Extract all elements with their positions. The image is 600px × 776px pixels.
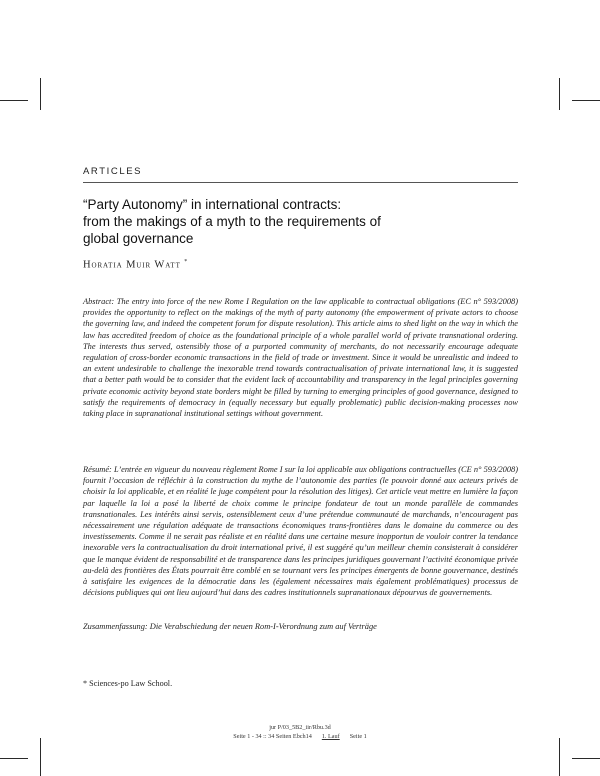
crop-mark-bottom-right-h [572,758,600,759]
slug-run: 1. Lauf [321,732,340,740]
title-line-1: “Party Autonomy” in international contracts: [83,197,342,212]
title-line-3: global governance [83,231,194,246]
crop-mark-top-right-h [572,100,600,101]
print-slug [0,724,600,741]
author-byline [83,259,187,271]
crop-mark-bottom-left-h [0,758,28,759]
crop-mark-top-left-h [0,100,28,101]
author-name: Horatia Muir Watt [83,259,181,271]
crop-mark-top-left [40,78,41,110]
abstract-french: Résumé: L’entrée en vigueur du nouveau règlement Rome I sur la loi applicable aux obligations contractuelles (CE n° 593/2008) fournit l’occasion de réfléchir à la construction du mythe de l’autonomie des parties (le pouvoir donné aux acteurs privés de choisir la loi applicable, et en réalité le juge compétent pour la résolution des litiges). Cet article veut mettre en lumière la façon par laquelle la loi a posé la liberté de choix comme le principe fondateur de tout un monde parallèle de commandes transnationales. Les intérêts ainsi servis, ostensiblement ceux d’une prétendue communauté de marchands, n’encouragent pas nécessairement une régulation adéquate de transactions économiques trans-frontières dans le domaine du commerce ou des investissements. Comme il ne serait pas réaliste et en réalité dans une certaine mesure inopportun de vouloir contrer la tendance inexorable vers la contractualisation du droit international privé, il est suggéré qu’un meilleur chemin consisterait à considérer que le manque évident de responsabilité et de transparence dans les principes juridiques gouvernant l’activité économique privée au-delà des frontières des États pourrait être comblé en se tournant vers les principes émergents de bonne gouvernance, destinés à satisfaire les exigences de la démocratie dans les (également nécessaires mais également problématiques) processus de décisions publiques qui ont lieu aujourd’hui dans des cadres institutionnels supranationaux dépourvus de gouvernements. [83,465,518,598]
slug-line-2 [0,733,600,742]
slug-page: Seite 1 [349,732,367,740]
slug-pages: Seite 1 - 34 :: 34 Seiten Ebch14 [233,732,312,740]
section-divider [83,182,518,183]
section-label: ARTICLES [83,166,143,177]
author-footnote: * Sciences-po Law School. [83,679,173,688]
title-line-2: from the makings of a myth to the requirements of [83,214,381,229]
crop-mark-bottom-left [40,738,41,776]
author-note-marker: * [184,259,188,265]
abstract-german: Zusammenfassung: Die Verabschiedung der neuen Rom-I-Verordnung zum auf Verträge [83,622,377,631]
slug-line-1: jur P/03_5B2_iir/Rbu.3d [269,724,331,731]
crop-mark-top-right [559,78,560,110]
abstract-english: Abstract: The entry into force of the new Rome I Regulation on the law applicable to contractual obligations (EC n° 593/2008) provides the opportunity to reflect on the makings of the myth of party autonomy (the empowerment of private actors to choose the governing law, and indeed the competent forum for dispute resolution). This article aims to shed light on the way in which the law has accredited freedom of choice as the foundational principle of a whole parallel world of private transnational ordering. The interests thus served, ostensibly those of a purported community of merchants, do not necessarily encourage adequate regulation of cross-border economic transactions in the field of trade or investment. Since it would be unrealistic and indeed to an extent undesirable to challenge the inexorable trend towards contractualisation of private international law, it is suggested that a better path would be to consider that the evident lack of accountability and transparency in the legal principles governing private economic activity beyond state borders might be filled by turning to emerging principles of good governance, designed to satisfy the requirements of democracy in (equally necessary but equally problematic) public decision-making processes now taking place in supranational institutional settings without government. [83,297,518,419]
crop-mark-bottom-right [559,738,560,776]
article-title [83,196,523,247]
